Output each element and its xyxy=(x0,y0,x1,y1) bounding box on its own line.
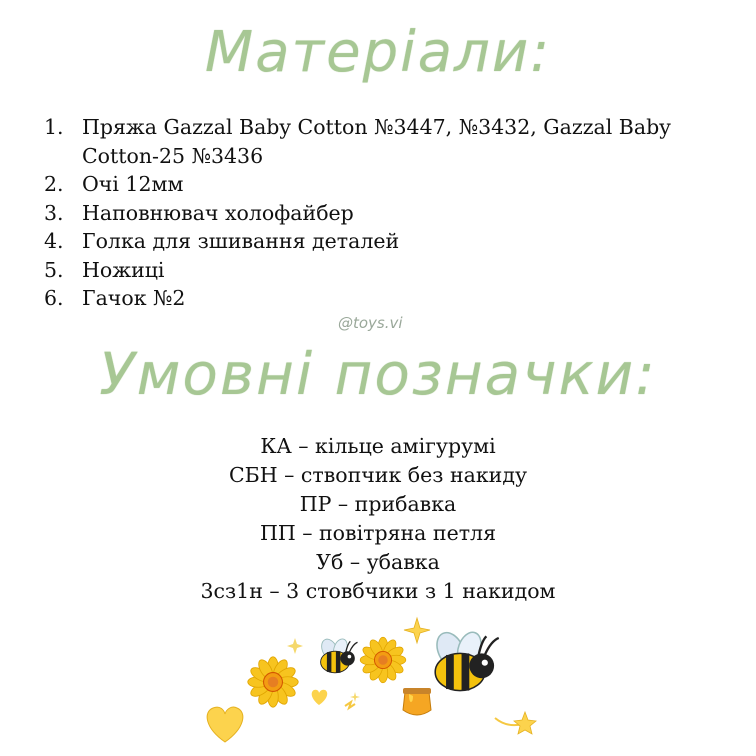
sunflower-icon xyxy=(248,657,298,707)
list-item xyxy=(44,227,724,256)
list-text: Ножиці xyxy=(82,257,165,282)
legend-item: СБН – ствопчик без накиду xyxy=(228,463,528,487)
materials-list xyxy=(44,113,724,313)
list-number: 3. xyxy=(44,200,64,225)
bee-icon xyxy=(319,637,358,673)
list-text: Пряжа Gazzal Baby Cotton №3447, №3432, Gazzal Baby Cotton-25 №3436 xyxy=(82,115,671,168)
legend-title: Умовні позначки: xyxy=(99,340,657,408)
list-item xyxy=(44,170,724,199)
bee-icon xyxy=(432,628,499,690)
legend-item: 3сз1н – 3 стовбчики з 1 накидом xyxy=(200,579,556,603)
legend-item: ПП – повітряна петля xyxy=(259,521,497,545)
emoji-decoration xyxy=(195,610,565,756)
zigzag-icon xyxy=(345,702,355,708)
list-text: Голка для зшивання деталей xyxy=(82,229,400,253)
list-number: 4. xyxy=(44,229,64,253)
sunflower-icon xyxy=(360,637,406,683)
materials-title: Матеріали: xyxy=(204,20,552,85)
list-number: 6. xyxy=(44,286,64,310)
list-item xyxy=(44,199,724,228)
watermark: @toys.vi xyxy=(338,314,403,332)
list-item xyxy=(44,284,724,313)
honey-pot-icon xyxy=(403,688,431,715)
list-number: 2. xyxy=(44,172,64,196)
legend-item: ПР – прибавка xyxy=(299,492,457,516)
list-number: 5. xyxy=(44,257,64,282)
list-item xyxy=(44,256,724,285)
yellow-heart-icon xyxy=(207,707,243,742)
legend-item: КА – кільце амігурумі xyxy=(260,434,496,458)
list-item xyxy=(44,113,724,170)
legend-list xyxy=(0,432,756,606)
shooting-star-icon xyxy=(495,712,536,734)
list-number: 1. xyxy=(44,115,64,139)
list-text: Наповнювач холофайбер xyxy=(82,200,354,225)
list-text: Очі 12мм xyxy=(82,172,184,196)
list-text: Гачок №2 xyxy=(82,286,186,310)
legend-item: Уб – убавка xyxy=(316,550,440,574)
yellow-heart-icon xyxy=(312,690,328,705)
